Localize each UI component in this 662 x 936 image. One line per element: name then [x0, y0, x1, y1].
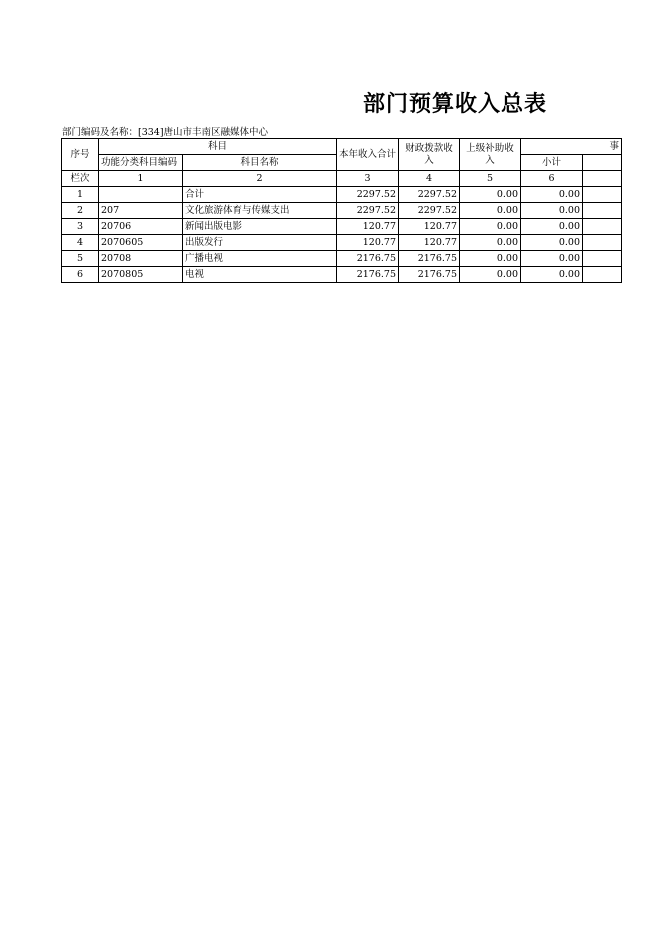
row-subtotal: 0.00 — [521, 251, 583, 267]
row-code: 20706 — [99, 219, 183, 235]
row-code — [99, 187, 183, 203]
row-blank — [583, 251, 622, 267]
department-label: 部门编码及名称：[334]唐山市丰南区融媒体中心 — [62, 127, 269, 138]
header-subtotal: 小计 — [521, 155, 583, 171]
table-row — [62, 267, 622, 283]
row-seq: 2 — [62, 203, 99, 219]
row-code: 207 — [99, 203, 183, 219]
row-name: 出版发行 — [183, 235, 337, 251]
row-blank — [583, 219, 622, 235]
row-fiscal: 2176.75 — [399, 251, 460, 267]
row-label: 栏次 — [62, 171, 99, 187]
row-fiscal: 120.77 — [399, 235, 460, 251]
table-row — [62, 251, 622, 267]
row-total: 2176.75 — [337, 267, 399, 283]
row-seq: 5 — [62, 251, 99, 267]
header-superior: 上级补助收入 — [460, 139, 521, 171]
row-blank — [583, 235, 622, 251]
header-subject: 科目 — [99, 139, 337, 155]
header-blank — [583, 155, 622, 171]
col-number-1: 1 — [99, 171, 183, 187]
header-total: 本年收入合计 — [337, 139, 399, 171]
row-subtotal: 0.00 — [521, 187, 583, 203]
row-total: 2297.52 — [337, 187, 399, 203]
table-row — [62, 203, 622, 219]
header-name: 科目名称 — [183, 155, 337, 171]
row-blank — [583, 187, 622, 203]
row-total: 2297.52 — [337, 203, 399, 219]
row-fiscal: 2297.52 — [399, 187, 460, 203]
row-seq: 4 — [62, 235, 99, 251]
row-superior: 0.00 — [460, 187, 521, 203]
row-total: 120.77 — [337, 235, 399, 251]
row-total: 120.77 — [337, 219, 399, 235]
row-total: 2176.75 — [337, 251, 399, 267]
header-code: 功能分类科目编码 — [99, 155, 183, 171]
row-superior: 0.00 — [460, 267, 521, 283]
col-number-5: 5 — [460, 171, 521, 187]
row-name: 合计 — [183, 187, 337, 203]
header-cut-text: 事 — [609, 141, 620, 152]
row-fiscal: 2297.52 — [399, 203, 460, 219]
row-seq: 3 — [62, 219, 99, 235]
row-code: 20708 — [99, 251, 183, 267]
col-number-2: 2 — [183, 171, 337, 187]
row-subtotal: 0.00 — [521, 203, 583, 219]
page-title: 部门预算收入总表 — [363, 91, 548, 117]
row-superior: 0.00 — [460, 203, 521, 219]
row-name: 新闻出版电影 — [183, 219, 337, 235]
row-superior: 0.00 — [460, 251, 521, 267]
table-row — [62, 235, 622, 251]
budget-table-container — [61, 138, 620, 290]
budget-income-table — [61, 138, 622, 283]
col-number-blank — [583, 171, 622, 187]
row-subtotal: 0.00 — [521, 219, 583, 235]
row-seq: 1 — [62, 187, 99, 203]
row-name: 广播电视 — [183, 251, 337, 267]
col-number-6: 6 — [521, 171, 583, 187]
col-number-3: 3 — [337, 171, 399, 187]
header-cut — [521, 139, 622, 155]
row-name: 文化旅游体育与传媒支出 — [183, 203, 337, 219]
row-code: 2070805 — [99, 267, 183, 283]
row-seq: 6 — [62, 267, 99, 283]
row-blank — [583, 203, 622, 219]
row-blank — [583, 267, 622, 283]
table-row — [62, 187, 622, 203]
row-subtotal: 0.00 — [521, 267, 583, 283]
row-superior: 0.00 — [460, 235, 521, 251]
header-fiscal: 财政拨款收入 — [399, 139, 460, 171]
row-superior: 0.00 — [460, 219, 521, 235]
header-seq: 序号 — [62, 139, 99, 171]
table-row — [62, 219, 622, 235]
col-number-4: 4 — [399, 171, 460, 187]
row-subtotal: 0.00 — [521, 235, 583, 251]
row-name: 电视 — [183, 267, 337, 283]
row-fiscal: 2176.75 — [399, 267, 460, 283]
row-code: 2070605 — [99, 235, 183, 251]
row-fiscal: 120.77 — [399, 219, 460, 235]
